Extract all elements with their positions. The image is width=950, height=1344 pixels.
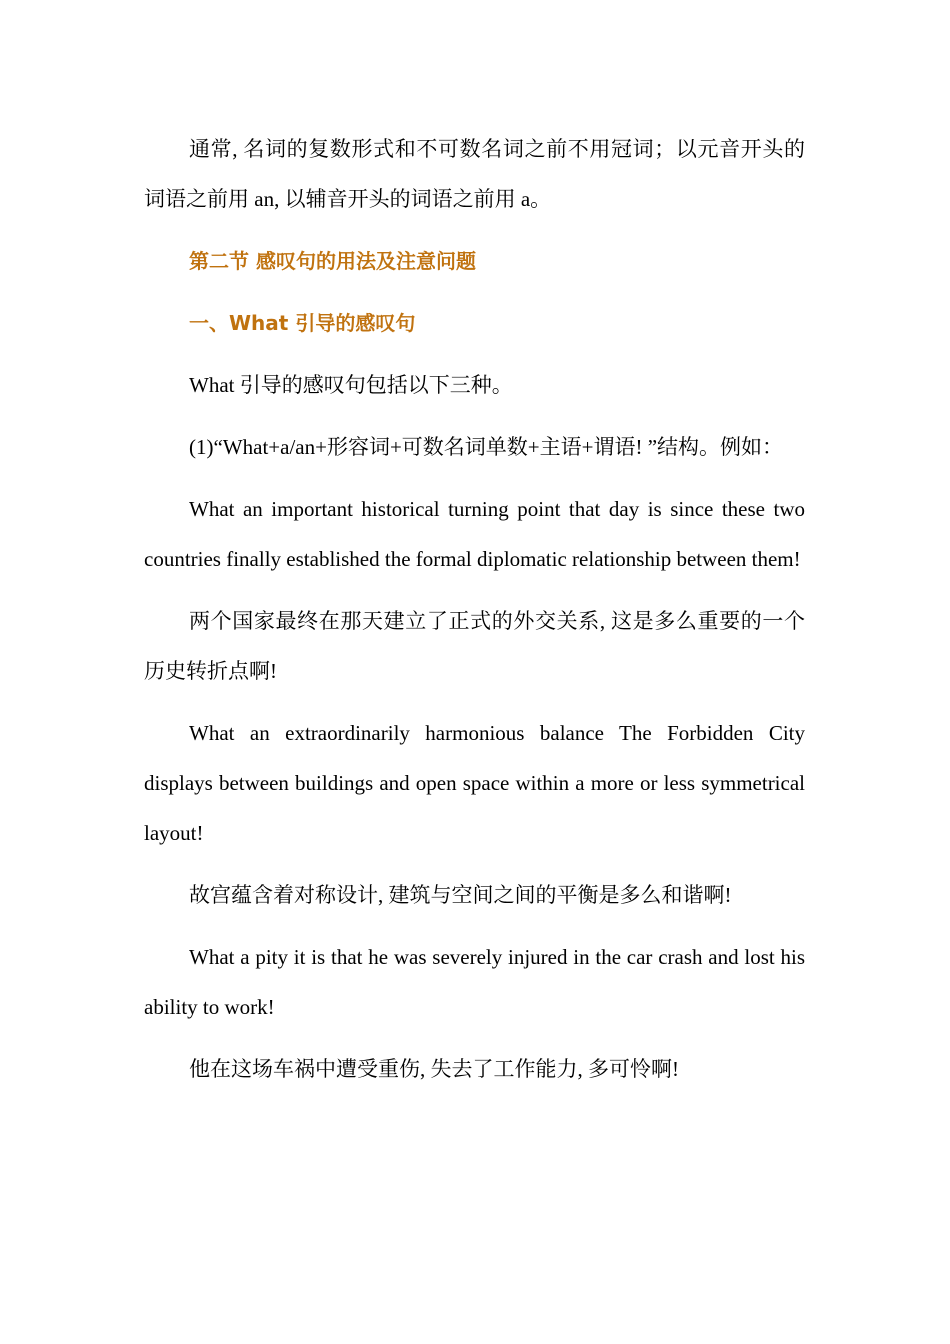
- paragraph-structure-1: (1)“What+a/an+形容词+可数名词单数+主语+谓语! ”结构。例如：: [189, 435, 784, 459]
- example-chinese-1: 两个国家最终在那天建立了正式的外交关系, 这是多么重要的一个历史转折点啊!: [144, 609, 805, 683]
- document-body: [144, 124, 805, 1106]
- example-english-2: What an extraordinarily harmonious balance The Forbidden City displays between buildings and open space within a more or less symmetrical layout!: [144, 721, 805, 845]
- section-heading: 第二节 感叹句的用法及注意问题: [189, 249, 476, 273]
- example-english-3: What a pity it is that he was severely injured in the car crash and lost his ability to work!: [144, 945, 805, 1019]
- example-english-1: What an important historical turning point that day is since these two countries finally established the formal diplomatic relationship between them!: [144, 497, 805, 571]
- example-chinese-3: 他在这场车祸中遭受重伤, 失去了工作能力, 多可怜啊!: [189, 1057, 679, 1081]
- paragraph-article-rule: 通常, 名词的复数形式和不可数名词之前不用冠词；以元音开头的词语之前用 an, 以辅音开头的词语之前用 a。: [144, 137, 805, 211]
- subsection-heading: 一、What 引导的感叹句: [189, 311, 416, 335]
- example-chinese-2: 故宫蕴含着对称设计, 建筑与空间之间的平衡是多么和谐啊!: [189, 883, 732, 907]
- paragraph-intro: What 引导的感叹句包括以下三种。: [189, 373, 513, 397]
